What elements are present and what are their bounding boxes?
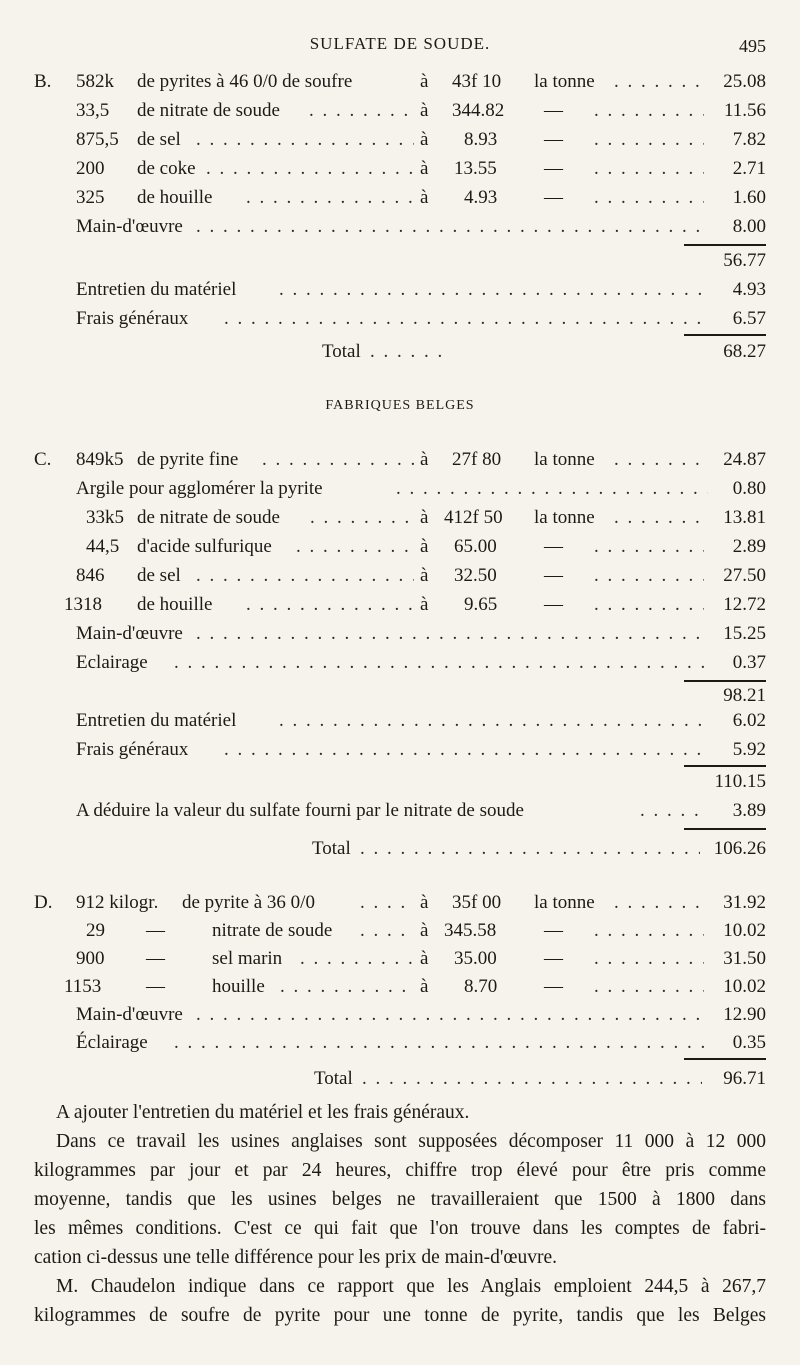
text-line: Dans ce travail les usines anglaises sont supposées décomposer 11 000 à 12 000 <box>56 1131 766 1152</box>
running-title: SULFATE DE SOUDE. <box>309 34 491 53</box>
row-at: à <box>420 129 429 150</box>
row-at: à <box>420 920 429 941</box>
row-price: 13.55 <box>454 158 497 179</box>
table-row <box>34 183 766 213</box>
row-unit: la tonne <box>534 892 595 913</box>
row-amount: 2.89 <box>732 536 766 557</box>
paragraph <box>34 1272 766 1330</box>
row-at: à <box>420 594 429 615</box>
row-description: sel marin <box>212 948 283 969</box>
row-price: 35f 00 <box>452 892 502 913</box>
subtotal-amount: 110.15 <box>714 771 766 792</box>
row-description: de pyrite fine <box>137 449 239 470</box>
total-row <box>34 834 766 864</box>
table-row <box>34 1028 766 1058</box>
row-quantity: 846 <box>76 565 105 586</box>
row-description: Eclairage <box>76 652 148 673</box>
row-at: à <box>420 892 429 913</box>
section-title: FABRIQUES BELGES <box>325 398 475 413</box>
table-row <box>34 590 766 620</box>
row-amount: 0.37 <box>732 652 766 673</box>
row-at: à <box>420 71 429 92</box>
row-description: Frais généraux <box>76 739 189 760</box>
row-amount: 11.56 <box>723 100 766 121</box>
row-amount: 12.90 <box>723 1004 766 1025</box>
row-quantity: 1318 <box>64 594 102 615</box>
dot-leader <box>224 304 709 334</box>
table-row <box>34 154 766 184</box>
table-row <box>34 275 766 305</box>
row-amount: 8.00 <box>732 216 766 237</box>
row-description: Entretien du matériel <box>76 279 237 300</box>
subtotal-amount: 98.21 <box>723 685 766 706</box>
row-description: de houille <box>137 187 213 208</box>
dot-leader <box>300 944 414 974</box>
row-quantity: 29 <box>86 920 105 941</box>
row-price: 35.00 <box>454 948 497 969</box>
text-line: M. Chaudelon indique dans ce rapport que les Anglais emploient 244,5 à 267,7 <box>56 1276 766 1297</box>
dot-leader <box>174 648 709 678</box>
row-unit: — <box>544 976 563 997</box>
row-price: 65.00 <box>454 536 497 557</box>
dot-leader <box>196 561 414 591</box>
row-unit: — <box>544 920 563 941</box>
row-description: de sel <box>137 565 181 586</box>
row-description: Frais généraux <box>76 308 189 329</box>
ditto-dash: — <box>146 948 165 969</box>
paragraph <box>34 1098 766 1127</box>
row-unit: — <box>544 536 563 557</box>
row-description: Éclairage <box>76 1032 148 1053</box>
row-description: de houille <box>137 594 213 615</box>
dot-leader <box>594 96 704 126</box>
dot-leader <box>196 619 704 649</box>
row-unit: — <box>544 187 563 208</box>
text-line: kilogrammes par jour et par 24 heures, chiffre trop élevé pour être pris comme <box>34 1160 766 1181</box>
table-row <box>34 735 766 765</box>
row-description: Main-d'œuvre <box>76 623 183 644</box>
total-amount: 68.27 <box>723 341 766 362</box>
total-label: Total <box>314 1068 353 1089</box>
dot-leader <box>396 474 708 504</box>
row-amount: 31.50 <box>723 948 766 969</box>
dot-leader <box>614 503 704 533</box>
table-row <box>34 67 766 97</box>
dot-leader <box>206 154 414 184</box>
row-description: nitrate de soude <box>212 920 333 941</box>
row-description: Main-d'œuvre <box>76 216 183 237</box>
dot-leader <box>360 916 414 946</box>
dot-leader <box>360 888 414 918</box>
dot-leader <box>594 972 704 1002</box>
row-unit: — <box>544 565 563 586</box>
dot-leader <box>594 561 704 591</box>
row-at: à <box>420 948 429 969</box>
row-description: de coke <box>137 158 196 179</box>
row-quantity: 325 <box>76 187 105 208</box>
page-number: 495 <box>739 36 766 56</box>
row-price: 344.82 <box>452 100 505 121</box>
row-unit: la tonne <box>534 71 595 92</box>
dot-leader <box>594 532 704 562</box>
row-amount: 4.93 <box>732 279 766 300</box>
total-label: Total <box>322 341 361 362</box>
dot-leader <box>370 337 450 367</box>
row-unit: — <box>544 129 563 150</box>
row-quantity: 875,5 <box>76 129 119 150</box>
row-description: Entretien du matériel <box>76 710 237 731</box>
table-row <box>34 561 766 591</box>
total-amount: 106.26 <box>713 838 766 859</box>
row-at: à <box>420 158 429 179</box>
table-row <box>34 944 766 974</box>
sum-rule <box>684 1058 766 1060</box>
row-label: C. <box>34 449 52 470</box>
row-amount: 6.02 <box>732 710 766 731</box>
ditto-dash: — <box>146 920 165 941</box>
row-amount: 3.89 <box>732 800 766 821</box>
dot-leader <box>360 834 700 864</box>
table-row <box>34 96 766 126</box>
dot-leader <box>614 67 704 97</box>
total-row <box>34 1064 766 1094</box>
table-row <box>34 532 766 562</box>
row-price: 43f 10 <box>452 71 502 92</box>
text-line: A ajouter l'entretien du matériel et les frais généraux. <box>56 1102 470 1123</box>
row-unit: la tonne <box>534 507 595 528</box>
row-quantity: 33k5 <box>86 507 124 528</box>
subtotal-row <box>34 246 766 276</box>
row-description: Argile pour agglomérer la pyrite <box>76 478 323 499</box>
row-amount: 10.02 <box>723 976 766 997</box>
table-row <box>34 503 766 533</box>
row-price: 8.70 <box>464 976 498 997</box>
dot-leader <box>594 154 704 184</box>
dot-leader <box>614 888 704 918</box>
row-amount: 5.92 <box>732 739 766 760</box>
row-amount: 15.25 <box>723 623 766 644</box>
table-row <box>34 706 766 736</box>
row-description: d'acide sulfurique <box>137 536 272 557</box>
row-amount: 27.50 <box>723 565 766 586</box>
row-price: 27f 80 <box>452 449 502 470</box>
row-amount: 25.08 <box>723 71 766 92</box>
text-line: cation ci-dessus une telle différence pour les prix de main-d'œuvre. <box>34 1247 557 1268</box>
table-row <box>34 1000 766 1030</box>
row-unit: — <box>544 100 563 121</box>
dot-leader <box>174 1028 709 1058</box>
row-price: 9.65 <box>464 594 498 615</box>
dot-leader <box>594 944 704 974</box>
row-description: houille <box>212 976 265 997</box>
row-quantity: 44,5 <box>86 536 120 557</box>
row-amount: 0.35 <box>732 1032 766 1053</box>
deduction-row <box>34 796 766 826</box>
row-quantity: 900 <box>76 948 105 969</box>
row-at: à <box>420 536 429 557</box>
row-amount: 12.72 <box>723 594 766 615</box>
dot-leader <box>310 503 414 533</box>
row-amount: 31.92 <box>723 892 766 913</box>
dot-leader <box>196 1000 704 1030</box>
dot-leader <box>362 1064 702 1094</box>
row-label: D. <box>34 892 53 913</box>
table-row <box>34 619 766 649</box>
dot-leader <box>594 916 704 946</box>
dot-leader <box>196 125 414 155</box>
row-quantity: 1153 <box>64 976 102 997</box>
row-price: 345.58 <box>444 920 497 941</box>
dot-leader <box>279 706 709 736</box>
row-price: 8.93 <box>464 129 498 150</box>
dot-leader <box>224 735 709 765</box>
table-row <box>34 916 766 946</box>
row-quantity: 849k5 <box>76 449 124 470</box>
row-amount: 13.81 <box>723 507 766 528</box>
text-line: les mêmes conditions. C'est ce qui fait que l'on trouve dans les comptes de fabri- <box>34 1218 766 1239</box>
row-amount: 2.71 <box>732 158 766 179</box>
row-description: Main-d'œuvre <box>76 1004 183 1025</box>
subtotal-row <box>34 767 766 797</box>
paragraph <box>34 1127 766 1272</box>
row-amount: 0.80 <box>732 478 766 499</box>
dot-leader <box>280 972 414 1002</box>
row-at: à <box>420 507 429 528</box>
table-row <box>34 212 766 242</box>
table-row <box>34 125 766 155</box>
row-quantity: 33,5 <box>76 100 110 121</box>
subtotal-amount: 56.77 <box>723 250 766 271</box>
dot-leader <box>296 532 414 562</box>
row-price: 412f 50 <box>444 507 503 528</box>
row-label: B. <box>34 71 52 92</box>
dot-leader <box>594 590 704 620</box>
row-description: de nitrate de soude <box>137 100 280 121</box>
row-amount: 1.60 <box>732 187 766 208</box>
row-description: de nitrate de soude <box>137 507 280 528</box>
table-row <box>34 474 766 504</box>
row-unit: — <box>544 594 563 615</box>
dot-leader <box>246 183 414 213</box>
row-at: à <box>420 976 429 997</box>
sum-rule <box>684 828 766 830</box>
row-unit: — <box>544 158 563 179</box>
total-label: Total <box>312 838 351 859</box>
row-description: de sel <box>137 129 181 150</box>
text-line: kilogrammes de soufre de pyrite pour une tonne de pyrite, tandis que les Belges <box>34 1305 766 1326</box>
table-row <box>34 304 766 334</box>
table-row <box>34 445 766 475</box>
row-amount: 6.57 <box>732 308 766 329</box>
row-price: 32.50 <box>454 565 497 586</box>
ditto-dash: — <box>146 976 165 997</box>
row-amount: 7.82 <box>732 129 766 150</box>
row-unit: — <box>544 948 563 969</box>
dot-leader <box>614 445 704 475</box>
dot-leader <box>262 445 414 475</box>
row-price: 4.93 <box>464 187 498 208</box>
table-row <box>34 648 766 678</box>
row-at: à <box>420 449 429 470</box>
row-at: à <box>420 565 429 586</box>
dot-leader <box>196 212 706 242</box>
dot-leader <box>594 125 704 155</box>
dot-leader <box>246 590 414 620</box>
table-row <box>34 888 766 918</box>
row-description: A déduire la valeur du sulfate fourni par le nitrate de soude <box>76 800 524 821</box>
row-amount: 24.87 <box>723 449 766 470</box>
dot-leader <box>309 96 414 126</box>
table-row <box>34 972 766 1002</box>
text-line: moyenne, tandis que les usines belges ne travailleraient que 1500 à 1800 dans <box>34 1189 766 1210</box>
row-quantity: 912 kilogr. <box>76 892 159 913</box>
dot-leader <box>279 275 709 305</box>
row-amount: 10.02 <box>723 920 766 941</box>
row-unit: la tonne <box>534 449 595 470</box>
row-at: à <box>420 187 429 208</box>
dot-leader <box>594 183 704 213</box>
dot-leader <box>640 796 708 826</box>
row-description: de pyrite à 36 0/0 <box>182 892 315 913</box>
sum-rule <box>684 334 766 336</box>
row-description: de pyrites à 46 0/0 de soufre <box>137 71 353 92</box>
row-quantity: 200 <box>76 158 105 179</box>
row-at: à <box>420 100 429 121</box>
total-row <box>34 337 766 367</box>
total-amount: 96.71 <box>723 1068 766 1089</box>
page-header <box>0 30 800 58</box>
row-quantity: 582k <box>76 71 114 92</box>
